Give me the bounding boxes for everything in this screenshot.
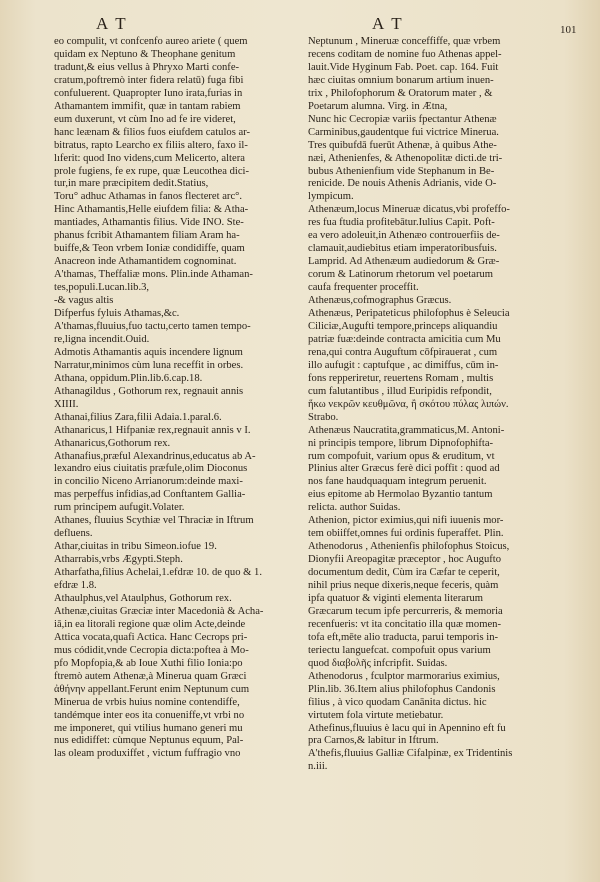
right-column-line: clamauit,audiebitus etiam imperatoribusfuis. [308, 243, 497, 255]
left-column-line: buiffe,& Teon vrbem Ioniæ condidiffe, quam [54, 243, 245, 255]
right-running-head: A T [372, 14, 404, 33]
right-column-line: Poetarum alumna. Virg. in Ætna, [308, 100, 448, 112]
right-column-line: Græcarum tecum ipfe percurreris, & memoria [308, 605, 503, 617]
right-column-line: Athenion, pictor eximius,qui nifi iuuenis mor- [308, 515, 504, 527]
left-column-line: Athanaricus,Gothorum rex. [54, 437, 171, 449]
left-column-line: Anacreon inde Athamantidem cognominat. [54, 256, 237, 268]
right-column-line: virtutem fola virtute metiebatur. [308, 709, 444, 721]
left-column-line: efdræ 1.8. [54, 580, 97, 592]
right-column-line: Ciliciæ,Augufti tempore,princeps aliquandiu [308, 320, 498, 332]
right-column-line: rena,qui contra Auguftum cōfpirauerat , cum [308, 346, 498, 358]
left-column-line: Athanaricus,1 Hifpaniæ rex,regnauit annis v I. [54, 424, 251, 436]
right-column-line: Neptunum , Mineruæ conceffiffe, quæ vrbem [308, 36, 501, 47]
right-column-line: Plinius alter Græcus ferè dici poffit : quod ad [308, 463, 500, 475]
right-column-line: cum falutantibus , illud Euripidis refpondit, [308, 385, 492, 397]
left-column-line: pfo Mopfopia,& ab Ioue Xuthi filio Ionia:po [54, 657, 243, 669]
right-column [308, 36, 560, 774]
right-column-line: Athenæus, Peripateticus philofophus è Seleucia [308, 308, 510, 320]
left-column-line: Athaulphus,vel Ataulphus, Gothorum rex. [54, 592, 232, 604]
right-column-line: Athenodorus , Athenienfis philofophus Stoicus, [308, 541, 510, 553]
right-column-line: lauit.Vide Hyginum Fab. Poet. cap. 164. Fuit [308, 61, 499, 73]
left-column-line: Athanai,filius Zara,filii Adaia.1.paral.6. [54, 411, 222, 423]
left-column-line: cratum,poftremò inter fidera relatū) fuga fibi [54, 74, 244, 86]
left-column-line: tur,in mare præcipitem dedit.Statius, [54, 178, 209, 190]
right-column-line: Nunc hic Cecropiæ variis fpectantur Athenæ [308, 113, 497, 125]
right-column-line: trix , Philofophorum & Oratorum mater , & [308, 87, 493, 99]
right-column-line: tem obiiffet,omnes fui ordinis fuperaffet. Plin. [308, 528, 504, 540]
left-column-line: las oleam produxiffet , victum fuffragio vno [54, 748, 241, 760]
right-column-line: eius epitome ab Hermolao Byzantio tantum [308, 489, 493, 501]
left-column-line: Athanafius,præful Alexandrinus,educatus ab A- [54, 450, 256, 462]
page-number: 101 [560, 24, 577, 36]
right-column-line: Lamprid. Ad Athenæum audiedorum & Græ- [308, 256, 500, 268]
right-column-line: Plin.lib. 36.Item alius philofophus Candonis [308, 683, 496, 695]
left-column-line: eo compulit, vt confcenfo aureo ariete ( quem [54, 36, 248, 47]
left-column-line: XIIII. [54, 398, 79, 410]
left-column-line: confuluerent. Quapropter Iuno irata,furias in [54, 87, 243, 99]
right-column-line: Athenæus,cofmographus Græcus. [308, 295, 452, 307]
left-column-line: mantiades, Athamantis filius. Vide INO. Ste- [54, 217, 244, 229]
left-column-line: Athanes, fluuius Scythiæ vel Thraciæ in Iftrum [54, 515, 254, 527]
right-column-line: næi, Athenienfes, & Athenopolitæ dicti.de tri- [308, 152, 503, 164]
right-column-line: nihil prius neque dixeris,neque feceris, quàm [308, 580, 499, 592]
left-column-line: Atharrabis,vrbs Ægypti.Steph. [54, 554, 183, 566]
right-column-line: ipfa quatuor & viginti elementa literarum [308, 592, 484, 604]
left-column-line: Admotis Athamantis aquis incendere lignum [54, 346, 243, 358]
left-running-head: A T [96, 14, 128, 33]
left-column-line: lexandro eius ciuitatis præfule,olim Dioconus [54, 463, 248, 475]
left-column-line: nus edidiffet: cùmque Neptunus equum, Pal- [54, 735, 244, 747]
left-column-line: in concilio Niceno Arrianorum:deinde maxi- [54, 476, 243, 488]
right-column-line: res fua ftudia profitebātur.Iulius Capit. Poft- [308, 217, 495, 229]
right-column-line: illo aufugit : captufque , ac dimiffus, cūm in- [308, 359, 499, 371]
right-column-line: patriæ fuæ:deinde contracta amicitia cum Mu [308, 333, 501, 345]
right-column-line: recenfueris: vt ita concitatio illa quæ momen- [308, 618, 501, 630]
right-column-line: relicta. author Suidas. [308, 502, 401, 514]
left-column-line: defluens. [54, 528, 93, 540]
left-column-line: rum principem aufugit.Volater. [54, 502, 185, 514]
right-column-line: corum & Latinorum rhetorum vel poetarum [308, 269, 494, 281]
right-column-line: hæc ciuitas omnium bonarum artium inuen- [308, 74, 494, 86]
left-column-line: Athamantem immifit, quæ in tantam rabiem [54, 100, 241, 112]
right-column-line: fons repperiretur, reuertens Romam , multis [308, 372, 494, 384]
left-column [54, 36, 302, 761]
left-column-line: hanc leænam & filios fuos eiufdem catulos ar- [54, 126, 251, 138]
left-column-line: Athanagildus , Gothorum rex, regnauit annis [54, 385, 244, 397]
right-column-line: tofa eft,mēte alio traducta, parui temporis in- [308, 631, 499, 643]
left-column-line: lıferit: quod Ino videns,cum Melicerto, altera [54, 152, 245, 164]
left-column-line: Atharfatha,filius Achelai,1.efdræ 10. de quo & 1. [54, 567, 262, 579]
left-column-line: mus códidit,vnde Cecropia dicta:poftea à Mo- [54, 644, 249, 656]
right-column-line: Athenæus Naucratita,grammaticus,M. Antoni- [308, 424, 505, 436]
left-column-line: Narratur,minimos cùm luna receffit in orbes. [54, 359, 244, 371]
left-column-line: quidam ex Neptuno & Theophane genitum [54, 48, 236, 60]
left-column-line: Athar,ciuitas in tribu Simeon.iofue 19. [54, 541, 217, 553]
right-column-line: lympicum. [308, 191, 354, 203]
right-column-line: Athenæum,locus Mineruæ dicatus,vbi profeffo- [308, 204, 510, 216]
right-column-line: ἥκω νεκρῶν κευθμῶνα, ἢ σκότου πύλας λιπών. [308, 398, 509, 410]
right-column-line: Carminibus,gaudentque fui victrice Minerua. [308, 126, 499, 138]
right-column-line: recens coditam de nomine fuo Athenas appel- [308, 48, 502, 60]
left-column-line: A'thamas,fluuius,fuo tactu,certo tamen tempo- [54, 320, 251, 332]
left-column-line: Minerua de vrbis huius nomine contendiffe, [54, 696, 240, 708]
left-column-line: tandémque inter eos ita conueniffe,vt vrbi no [54, 709, 245, 721]
right-column-line: pra Carnos,& labitur in Iftrum. [308, 735, 439, 747]
right-column-line: Athefinus,fluuius è lacu qui in Apennino eft fu [308, 722, 506, 734]
right-column-line: teriectu languefcat. compofuit opus varium [308, 644, 491, 656]
left-column-line: -& vagus altis [54, 295, 114, 307]
left-column-line: tes,populi.Lucan.lib.3, [54, 282, 150, 294]
left-column-line: re,ligna incendit.Ouid. [54, 333, 150, 345]
left-column-line: Difperfus fyluis Athamas,&c. [54, 308, 180, 320]
right-column-line: rum compofuit, varium opus & eruditum, vt [308, 450, 495, 462]
right-column-line: n.iii. [308, 761, 328, 773]
right-column-line: Strabo. [308, 411, 339, 423]
left-column-line: ἀθήνην appellant.Ferunt enim Neptunum cum [54, 683, 250, 695]
right-column-line: ea vero adoleuit,in Athenæo controuerfiis de- [308, 230, 500, 242]
left-column-line: me imponeret, qui vtilius humano generi mu [54, 722, 243, 734]
left-column-line: iā,in ea litorali regione quæ olim Acte,deinde [54, 618, 246, 630]
right-column-line: renicide. De nouis Athenis Adrianis, vide O- [308, 178, 497, 190]
right-column-line: Athenodorus , fculptor marmorarius eximius, [308, 670, 500, 682]
right-column-line: Tres quibufdā fuerūt Athenæ, à quibus Athe- [308, 139, 497, 151]
right-column-line: documentum dedit, Cùm ira Cæfar te ceperit, [308, 567, 500, 579]
left-column-line: eum duxerunt, vt cùm Ino ad fe ire videret, [54, 113, 236, 125]
left-column-line: Attica vocata,quafi Actica. Hanc Cecrops pri- [54, 631, 248, 643]
left-column-line: Hinc Athamantis,Helle eiufdem filia: & Atha- [54, 204, 249, 216]
left-column-line: phanus fcribit Athamantem filiam Aram ha- [54, 230, 240, 242]
right-column-line: quod διαβολῆς infcripfit. Suidas. [308, 657, 448, 669]
left-column-line: bitratus, rapto Learcho ex filiis altero, faxo il- [54, 139, 248, 151]
right-column-line: Dionyfii Areopagitæ præceptor , hoc Augufto [308, 554, 502, 566]
right-column-line: ni principis tempore, librum Dipnofophifta- [308, 437, 494, 449]
right-column-line: caufa frequenter proceffit. [308, 282, 419, 294]
left-column-line: Toru° adhuc Athamas in fanos flecteret arc°. [54, 191, 243, 203]
right-column-line: filius , à vico quodam Canānita dictus. hic [308, 696, 487, 708]
right-column-line: nos fane haudquaquam integrum peruenit. [308, 476, 487, 488]
right-column-line: A'thefis,fluuius Galliæ Cifalpinæ, ex Tridentinis [308, 748, 513, 760]
left-column-line: Athenæ,ciuitas Græciæ inter Macedonià & Acha- [54, 605, 264, 617]
right-column-line: bubus Athenienfium vide Stephanum in Be- [308, 165, 495, 177]
left-column-line: ftremò autem Athenæ,à Minerua quam Græci [54, 670, 247, 682]
left-column-line: tradunt,& eius vellus à Phryxo Marti confe- [54, 61, 240, 73]
left-column-line: A'thamas, Theffaliæ mons. Plin.inde Athaman- [54, 269, 253, 281]
left-column-line: Athana, oppidum.Plin.lib.6.cap.18. [54, 372, 203, 384]
left-column-line: prole fugiens, fe ex rupe, quæ Leucothea dici- [54, 165, 250, 177]
left-column-line: mas perpeffus infidias,ad Conftantem Gallia- [54, 489, 246, 501]
